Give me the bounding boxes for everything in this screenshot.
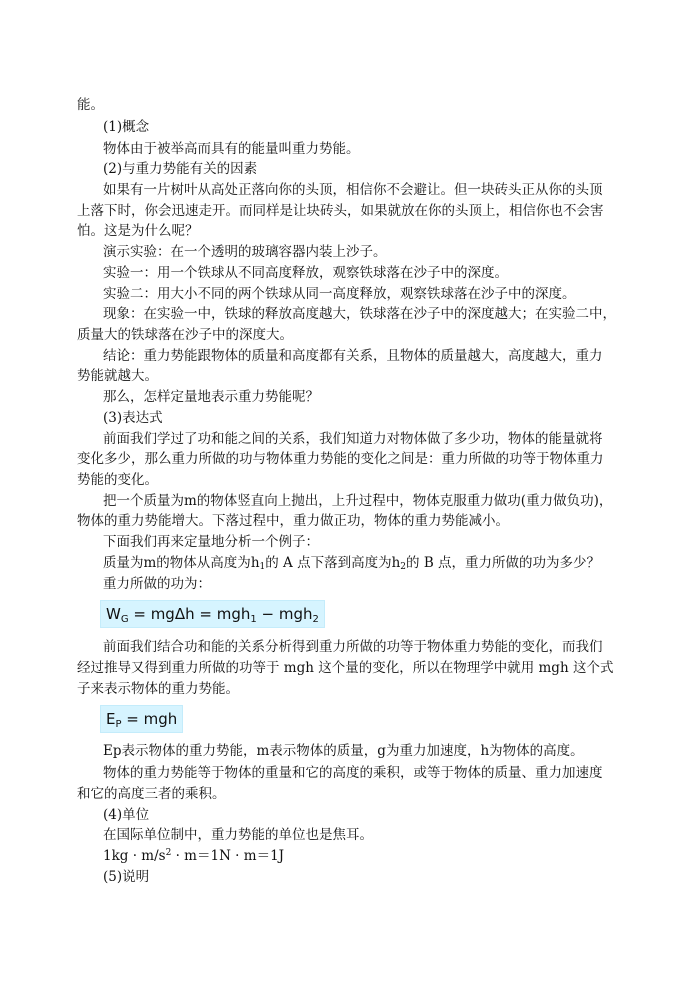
text-line: 质量为m的物体从高度为$h_1$的 A 点下落到高度为$h_2$的 B 点，重力所做的功为多少？ (103, 555, 601, 572)
unit-equation: $1kg \cdot m/s^2 \cdot m=1N \cdot m=1J$ (103, 848, 285, 864)
text-line: 经过推导又得到重力所做的功等于 mgh 这个量的变化，所以在物理学中就用 mgh 这个式 (77, 660, 614, 676)
text-line: 子来表示物体的重力势能。 (77, 681, 239, 697)
text-line: 把一个质量为m的物体竖直向上抛出，上升过程中，物体克服重力做功(重力做负功)， (103, 493, 613, 509)
section-heading-concept: (1)概念 (103, 119, 150, 135)
text-line: 能。 (77, 97, 104, 113)
text-line: 质量大的铁球落在沙子中的深度大。 (77, 327, 293, 343)
formula-gravity-work: $W_G = mg\Delta h = mgh_1 - mgh_2$ (100, 600, 325, 628)
text-line: 实验一：用一个铁球从不同高度释放，观察铁球落在沙子中的深度。 (103, 265, 508, 281)
section-heading-unit: (4)单位 (103, 807, 150, 823)
text-line: 重力所做的功为： (103, 576, 211, 592)
text-line: Ep表示物体的重力势能，m表示物体的质量，g为重力加速度，h为物体的高度。 (103, 743, 584, 759)
text-line: 前面我们结合功和能的关系分析得到重力所做的功等于物体重力势能的变化，而我们 (103, 639, 603, 655)
text-line: 势能的变化。 (77, 472, 158, 488)
text-line: 如果有一片树叶从高处正落向你的头顶，相信你不会避让。但一块砖头正从你的头顶 (103, 182, 603, 198)
text-line: 上落下时，你会迅速走开。而同样是让块砖头，如果就放在你的头顶上，相信你也不会害 (77, 203, 604, 219)
text-line: 物体的重力势能增大。下落过程中，重力做正功，物体的重力势能减小。 (77, 513, 509, 529)
text-line: 现象：在实验一中，铁球的释放高度越大，铁球落在沙子中的深度越大；在实验二中， (103, 306, 616, 322)
text-line: 变化多少，那么重力所做的功与物体重力势能的变化之间是：重力所做的功等于物体重力 (77, 451, 604, 467)
text-line: 物体由于被举高而具有的能量叫重力势能。 (103, 141, 360, 157)
text-line: 演示实验：在一个透明的玻璃容器内装上沙子。 (103, 244, 387, 260)
section-heading-notes: (5)说明 (103, 869, 150, 885)
text-line: 前面我们学过了功和能之间的关系，我们知道力对物体做了多少功，物体的能量就将 (103, 431, 603, 447)
section-heading-expression: (3)表达式 (103, 410, 163, 426)
text-line: 下面我们再来定量地分析一个例子： (103, 534, 319, 550)
text-line: 怕。这是为什么呢？ (77, 223, 199, 239)
section-heading-factors: (2)与重力势能有关的因素 (103, 161, 258, 177)
text-line: 实验二：用大小不同的两个铁球从同一高度释放，观察铁球落在沙子中的深度。 (103, 286, 576, 302)
text-line: 和它的高度三者的乘积。 (77, 786, 226, 802)
formula-potential-energy: $E_P$ = mgh (100, 705, 183, 733)
text-line: 那么，怎样定量地表示重力势能呢？ (103, 389, 319, 405)
text-line: 结论：重力势能跟物体的质量和高度都有关系，且物体的质量越大，高度越大，重力 (103, 348, 603, 364)
text-line: 在国际单位制中，重力势能的单位也是焦耳。 (103, 827, 373, 843)
text-line: 物体的重力势能等于物体的重量和它的高度的乘积，或等于物体的质量、重力加速度 (103, 765, 603, 781)
text-line: 势能就越大。 (77, 368, 158, 384)
